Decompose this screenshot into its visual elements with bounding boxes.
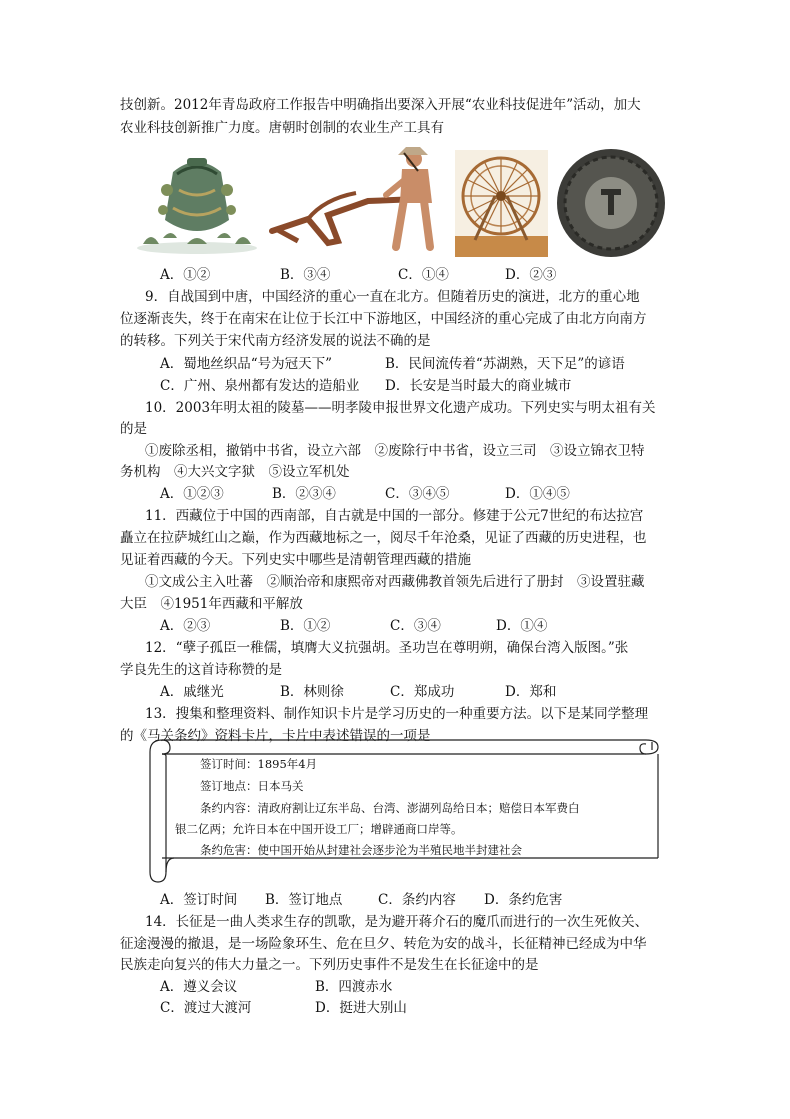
q12-option-d: D．郑和: [505, 684, 557, 700]
q9-option-d: D．长安是当时最大的商业城市: [385, 378, 572, 394]
card-signing-place: 签订地点：日本马关: [200, 779, 304, 793]
card-treaty-harm: 条约危害：使中国开始从封建社会逐步沦为半殖民地半封建社会: [200, 843, 522, 857]
q9-option-a: A．蜀地丝织品“号为冠天下”: [160, 356, 333, 372]
q10-option-d: D．①④⑤: [505, 486, 570, 502]
q8-option-d: D．②③: [505, 267, 557, 283]
q14-option-d: D．挺进大别山: [315, 1000, 407, 1016]
q10-option-c: C．③④⑤: [385, 486, 450, 502]
q12-option-c: C．郑成功: [390, 684, 455, 700]
intro-line-1: 技创新。2012年青岛政府工作报告中明确指出要深入开展“农业科技促进年”活动，加大: [120, 97, 641, 113]
q8-option-b: B．③④: [280, 267, 331, 283]
q11-option-a: A．②③: [160, 618, 211, 634]
q12-option-a: A．戚继光: [160, 684, 224, 700]
q13-line-2: 的《马关条约》资料卡片，卡片中表述错误的一项是: [120, 728, 431, 744]
q10-line-1: 10．2003年明太祖的陵墓——明孝陵申报世界文化遗产成功。下列史实与明太祖有关: [145, 400, 656, 416]
card-treaty-content-1: 条约内容：清政府割让辽东半岛、台湾、澎湖列岛给日本；赔偿日本军费白: [200, 801, 580, 815]
q11-option-d: D．①④: [496, 618, 548, 634]
q14-option-b: B．四渡赤水: [315, 979, 393, 995]
curved-plough-image: [268, 143, 448, 255]
q11-option-b: B．①②: [280, 618, 331, 634]
intro-line-2: 农业科技创新推广力度。唐朝时创制的农业生产工具有: [120, 120, 444, 136]
q8-option-a: A．①②: [160, 267, 211, 283]
q13-line-1: 13．搜集和整理资料、制作知识卡片是学习历史的一种重要方法。以下是某同学整理: [145, 706, 649, 722]
q8-option-c: C．①④: [398, 267, 449, 283]
seismograph-image: [133, 150, 261, 256]
q13-option-d: D．条约危害: [484, 892, 563, 908]
q14-option-a: A．遵义会议: [160, 979, 238, 995]
q10-line-4: 务机构 ④大兴文字狱 ⑤设立军机处: [120, 464, 350, 480]
q9-option-b: B．民间流传着“苏湖熟，天下足”的谚语: [385, 356, 625, 372]
q9-line-1: 9．自战国到中唐，中国经济的重心一直在北方。但随着历史的演进，北方的重心地: [145, 289, 640, 305]
water-wheel-image: [455, 150, 548, 257]
q14-line-2: 征途漫漫的撤退，是一场险象环生、危在旦夕、转危为安的战斗，长征精神已经成为中华: [120, 936, 647, 952]
q12-option-b: B．林则徐: [280, 684, 344, 700]
q11-line-2: 矗立在拉萨城红山之巅，作为西藏地标之一，阅尽千年沧桑，见证了西藏的历史进程，也: [120, 530, 647, 546]
q11-line-4: ①文成公主入吐蕃 ②顺治帝和康熙帝对西藏佛教首领先后进行了册封 ③设置驻藏: [145, 574, 645, 590]
stone-disc-image: [555, 147, 667, 259]
card-treaty-content-2: 银二亿两；允许日本在中国开设工厂；增辟通商口岸等。: [175, 822, 463, 836]
q14-line-1: 14．长征是一曲人类求生存的凯歌，是为避开蒋介石的魔爪而进行的一次生死攸关、: [145, 914, 649, 930]
q12-line-2: 学良先生的这首诗称赞的是: [120, 662, 282, 678]
q14-line-3: 民族走向复兴的伟大力量之一。下列历史事件不是发生在长征途中的是: [120, 957, 539, 973]
q13-option-b: B．签订地点: [265, 892, 343, 908]
q11-line-3: 见证着西藏的今天。下列史实中哪些是清朝管理西藏的措施: [120, 552, 471, 568]
q9-option-c: C．广州、泉州都有发达的造船业: [160, 378, 360, 394]
q13-option-a: A．签订时间: [160, 892, 238, 908]
q11-line-5: 大臣 ④1951年西藏和平解放: [120, 596, 303, 612]
q9-line-2: 位逐渐丧失，终于在南宋在让位于长江中下游地区，中国经济的重心完成了由北方向南方: [120, 311, 647, 327]
q13-option-c: C．条约内容: [378, 892, 456, 908]
q10-line-2: 的是: [120, 421, 147, 437]
q11-line-1: 11．西藏位于中国的西南部，自古就是中国的一部分。修建于公元7世纪的布达拉宫: [145, 508, 644, 524]
q14-option-c: C．渡过大渡河: [160, 1000, 252, 1016]
q11-option-c: C．③④: [390, 618, 441, 634]
q12-line-1: 12．“孽子孤臣一稚儒，填膺大义抗强胡。圣功岂在尊明朔，确保台湾入版图。”张: [145, 640, 629, 656]
q10-line-3: ①废除丞相，撤销中书省，设立六部 ②废除行中书省，设立三司 ③设立锦衣卫特: [145, 443, 645, 459]
q10-option-a: A．①②③: [160, 486, 224, 502]
q10-option-b: B．②③④: [272, 486, 336, 502]
q9-line-3: 的转移。下列关于宋代南方经济发展的说法不确的是: [120, 333, 431, 349]
card-signing-time: 签订时间：1895年4月: [200, 757, 318, 771]
